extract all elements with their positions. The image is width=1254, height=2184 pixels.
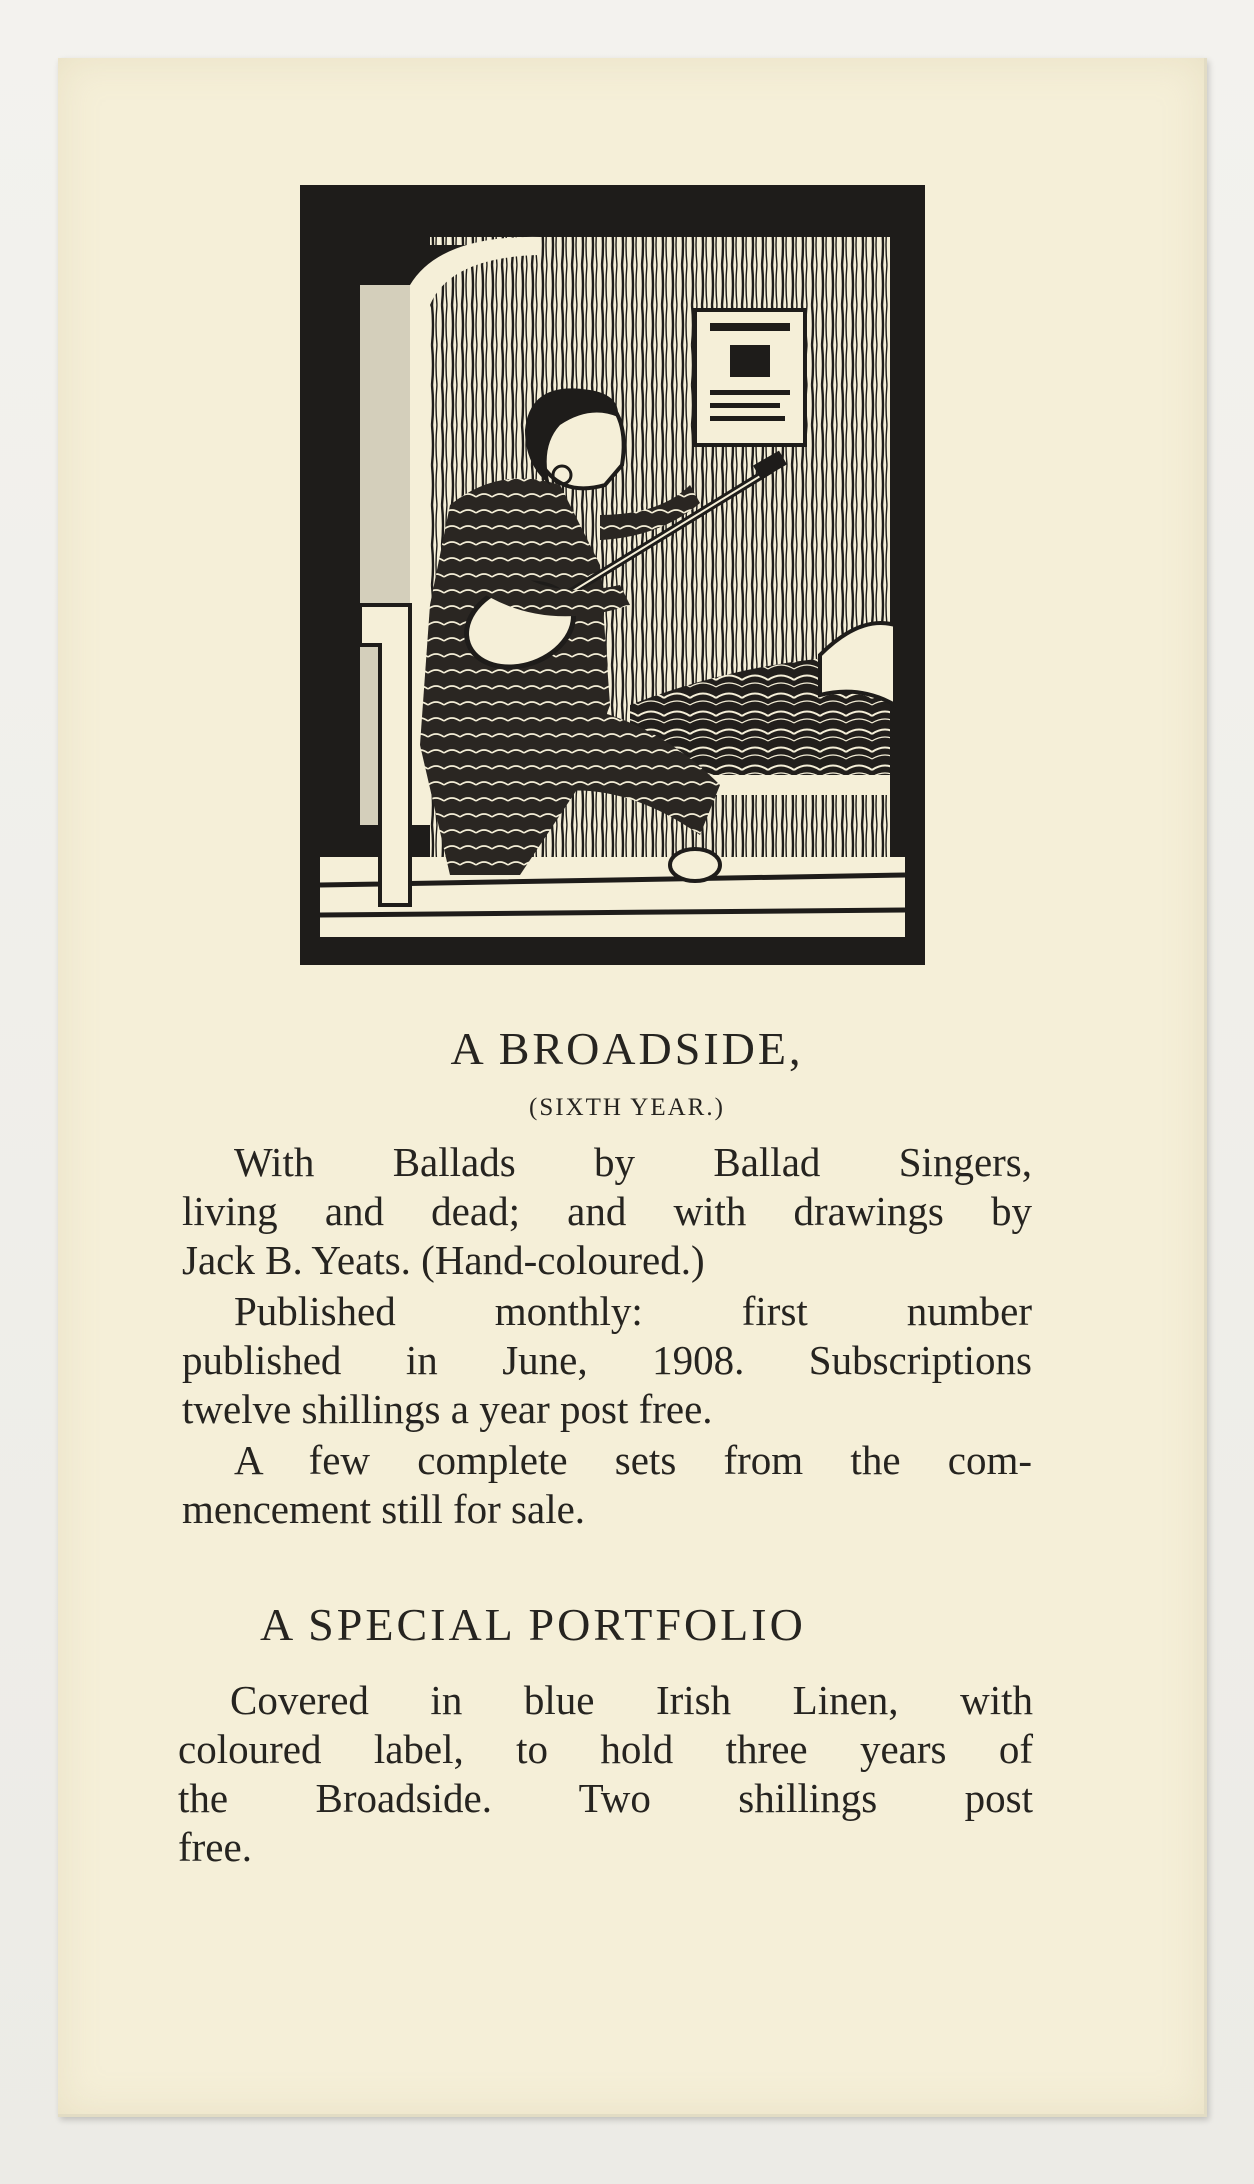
text-line: free. [178,1824,252,1870]
broadside-paragraph-sets [182,1436,1032,1534]
broadside-paragraph-published [182,1287,1032,1434]
text-line: mencement still for sale. [182,1486,586,1532]
portfolio-title: A SPECIAL PORTFOLIO [260,1599,806,1650]
text-line: A few complete sets from the com- [234,1437,1032,1483]
text-line: Covered in blue Irish Linen, with [230,1677,1033,1723]
portfolio-paragraph [178,1676,1033,1872]
text-line: coloured label, to hold three years of [178,1726,1033,1772]
broadside-title: A BROADSIDE, [450,1023,804,1074]
text-line: With Ballads by Ballad Singers, [234,1139,1032,1185]
text-line: Jack B. Yeats. (Hand-coloured.) [182,1237,705,1283]
text-line: twelve shillings a year post free. [182,1386,713,1432]
broadside-subtitle: (SIXTH YEAR.) [529,1094,725,1121]
text-line: living and dead; and with drawings by [182,1188,1032,1234]
broadside-paragraph-ballads [182,1138,1032,1285]
text-line: the Broadside. Two shillings post [178,1775,1033,1821]
woodcut-ballad-singer-icon [300,185,925,965]
text-line: published in June, 1908. Subscriptions [182,1337,1032,1383]
text-line: Published monthly: first number [234,1288,1032,1334]
